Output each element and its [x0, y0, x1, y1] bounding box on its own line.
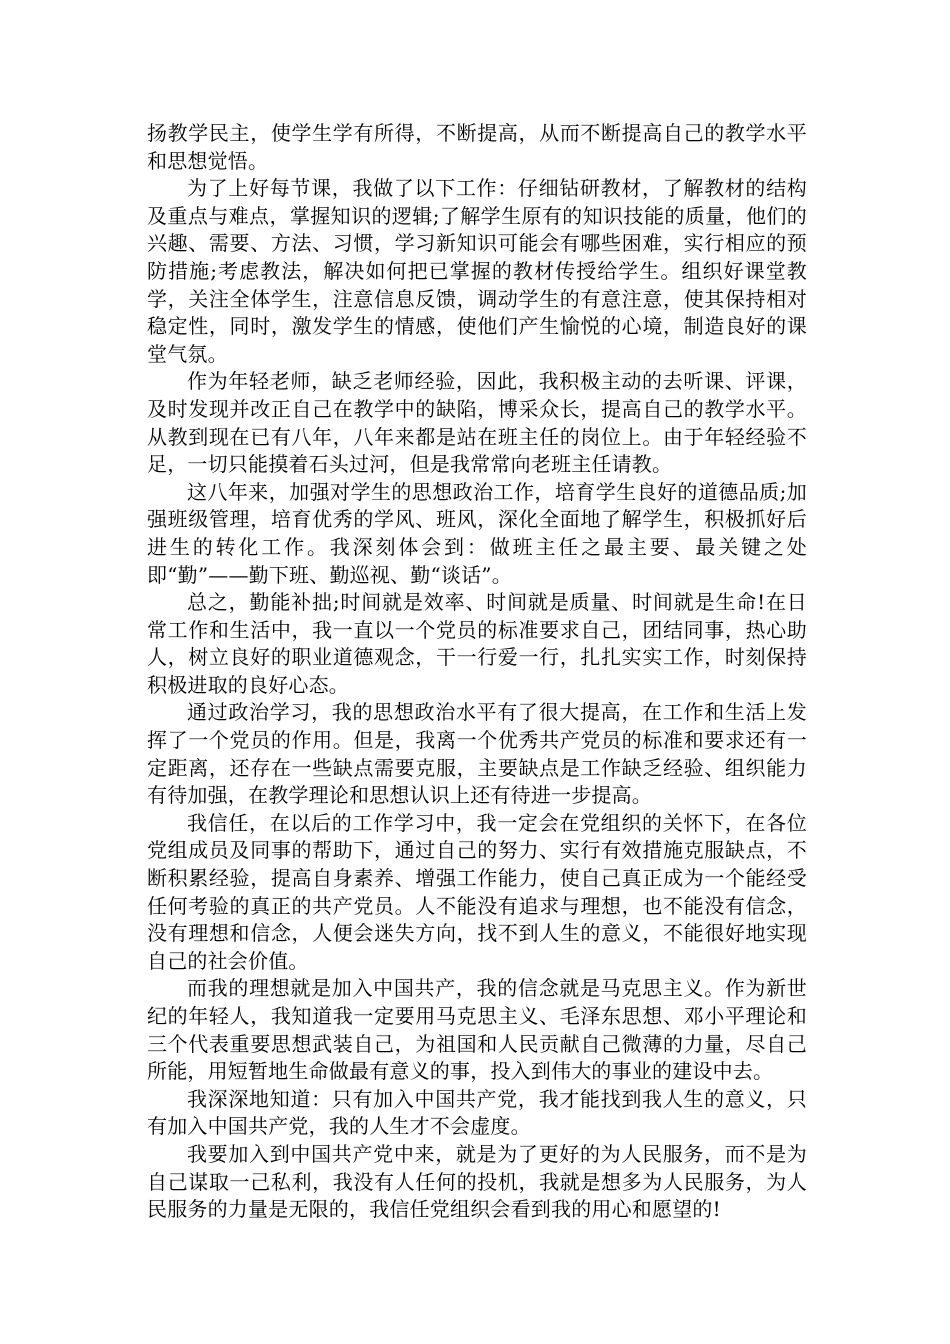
- paragraph-4: 这八年来，加强对学生的思想政治工作，培育学生良好的道德品质;加强班级管理，培育优秀的学风、班风，深化全面地了解学生，积极抓好后进生的转化工作。我深刻体会到：做班主任之最主要、最关键之处即“勤”——勤下班、勤巡视、勤“谈话”。: [147, 479, 807, 587]
- paragraph-6: 通过政治学习，我的思想政治水平有了很大提高，在工作和生活上发挥了一个党员的作用。但是，我离一个优秀共产党员的标准和要求还有一定距离，还存在一些缺点需要克服，主要缺点是工作缺乏经验、组织能力有待加强，在教学理论和思想认识上还有待进一步提高。: [147, 700, 807, 808]
- paragraph-8: 而我的理想就是加入中国共产，我的信念就是马克思主义。作为新世纪的年轻人，我知道我一定要用马克思主义、毛泽东思想、邓小平理论和三个代表重要思想武装自己，为祖国和人民贡献自己微薄的力量，尽自己所能，用短暂地生命做最有意义的事，投入到伟大的事业的建设中去。: [147, 976, 807, 1084]
- document-page: [147, 120, 807, 1224]
- paragraph-10: 我要加入到中国共产党中来，就是为了更好的为人民服务，而不是为自己谋取一己私利，我没有人任何的投机，我就是想多为人民服务，为人民服务的力量是无限的，我信任党组织会看到我的用心和愿望的!: [147, 1141, 807, 1222]
- paragraph-7: 我信任，在以后的工作学习中，我一定会在党组织的关怀下，在各位党组成员及同事的帮助下，通过自己的努力、实行有效措施克服缺点，不断积累经验，提高自身素养、增强工作能力，使自己真正成为一个能经受任何考验的真正的共产党员。人不能没有追求与理想，也不能没有信念，没有理想和信念，人便会迷失方向，找不到人生的意义，不能很好地实现自己的社会价值。: [147, 810, 807, 973]
- paragraph-9: 我深深地知道：只有加入中国共产党，我才能找到我人生的意义，只有加入中国共产党，我的人生才不会虚度。: [147, 1086, 807, 1139]
- paragraph-2: 为了上好每节课，我做了以下工作：仔细钻研教材，了解教材的结构及重点与难点，掌握知识的逻辑;了解学生原有的知识技能的质量，他们的兴趣、需要、方法、习惯，学习新知识可能会有哪些困难，实行相应的预防措施;考虑教法，解决如何把已掌握的教材传授给学生。组织好课堂教学，关注全体学生，注意信息反馈，调动学生的有意注意，使其保持相对稳定性，同时，激发学生的情感，使他们产生愉悦的心境，制造良好的课堂气氛。: [147, 176, 807, 366]
- paragraph-1: 扬教学民主，使学生学有所得，不断提高，从而不断提高自己的教学水平和思想觉悟。: [147, 121, 807, 173]
- paragraph-3: 作为年轻老师，缺乏老师经验，因此，我积极主动的去听课、评课，及时发现并改正自己在教学中的缺陷，博采众长，提高自己的教学水平。从教到现在已有八年，八年来都是站在班主任的岗位上。由于年轻经验不足，一切只能摸着石头过河，但是我常常向老班主任请教。: [147, 369, 807, 477]
- paragraph-5: 总之，勤能补拙;时间就是效率、时间就是质量、时间就是生命!在日常工作和生活中，我一直以一个党员的标准要求自己，团结同事，热心助人，树立良好的职业道德观念，干一行爱一行，扎扎实实工作，时刻保持积极进取的良好心态。: [147, 590, 807, 697]
